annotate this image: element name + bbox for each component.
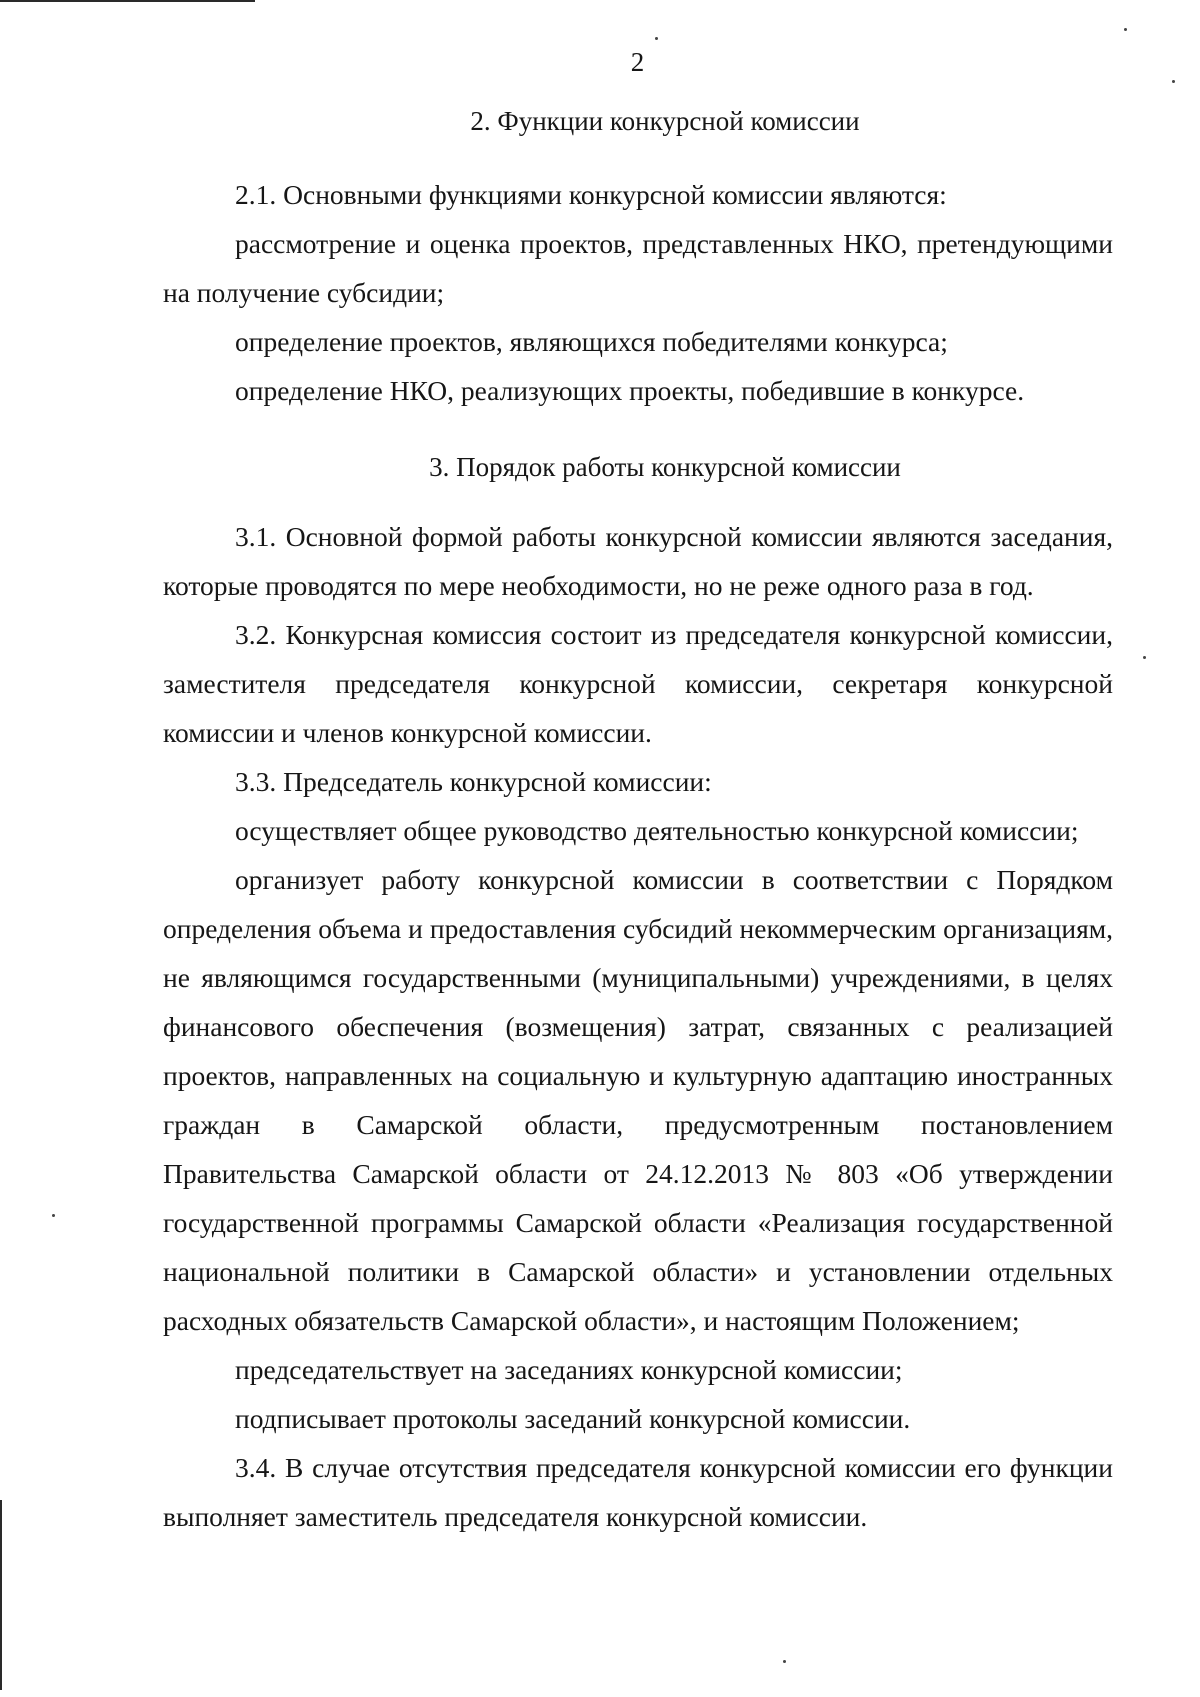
list-item-winners: определение проектов, являющихся победителями конкурса;: [235, 326, 948, 357]
section-3-heading: 3. Порядок работы конкурсной комиссии: [429, 452, 901, 482]
scan-speck: [1124, 28, 1127, 31]
paragraph-3-4: 3.4. В случае отсутствия председателя конкурсной комиссии его функции выполняет заместитель председателя конкурсной комиссии.: [163, 1452, 1113, 1532]
section-2-body: [163, 170, 1113, 415]
paragraph-3-1: 3.1. Основной формой работы конкурсной комиссии являются заседания, которые проводятся по мере необходимости, но не реже одного раза в год.: [163, 521, 1113, 601]
scan-speck: [783, 1660, 786, 1663]
section-3-body: [163, 512, 1113, 1541]
page-number: 2: [630, 47, 645, 77]
list-item-presides: председательствует на заседаниях конкурсной комиссии;: [235, 1354, 903, 1385]
scan-speck: [1143, 656, 1146, 659]
section-2-heading: 2. Функции конкурсной комиссии: [470, 106, 860, 136]
list-item-nko: определение НКО, реализующих проекты, победившие в конкурсе.: [235, 375, 1025, 406]
list-item-review: рассмотрение и оценка проектов, представленных НКО, претендующими на получение субсидии;: [163, 228, 1113, 308]
paragraph-3-2: 3.2. Конкурсная комиссия состоит из председателя конкурсной комиссии, заместителя председателя конкурсной комиссии, секретаря конкурсной комиссии и членов конкурсной комиссии.: [163, 619, 1113, 748]
scan-edge-mark-top: [0, 0, 255, 2]
scan-speck: [655, 37, 658, 40]
scan-edge-mark-left: [0, 1500, 2, 1690]
list-item-organizes-work: организует работу конкурсной комиссии в соответствии с Порядком определения объема и предоставления субсидий некоммерческим организациям, не являющимся государственными (муниципальными) учреждениями, в целях финансового обеспечения (возмещения) затрат, связанных с реализацией проектов, направленных на социальную и культурную адаптацию иностранных граждан в Самарской области, предусмотренным постановлением Правительства Самарской области от 24.12.2013 № 803 «Об утверждении государственной программы Самарской области «Реализация государственной национальной политики в Самарской области» и установлении отдельных расходных обязательств Самарской области», и настоящим Положением;: [163, 864, 1113, 1336]
paragraph-3-3: 3.3. Председатель конкурсной комиссии:: [235, 766, 712, 797]
scan-speck: [1172, 80, 1175, 83]
paragraph-2-1: 2.1. Основными функциями конкурсной комиссии являются:: [235, 179, 947, 210]
list-item-signs-protocols: подписывает протоколы заседаний конкурсной комиссии.: [235, 1403, 911, 1434]
list-item-general-management: осуществляет общее руководство деятельностью конкурсной комиссии;: [235, 815, 1079, 846]
scan-speck: [52, 1214, 55, 1217]
